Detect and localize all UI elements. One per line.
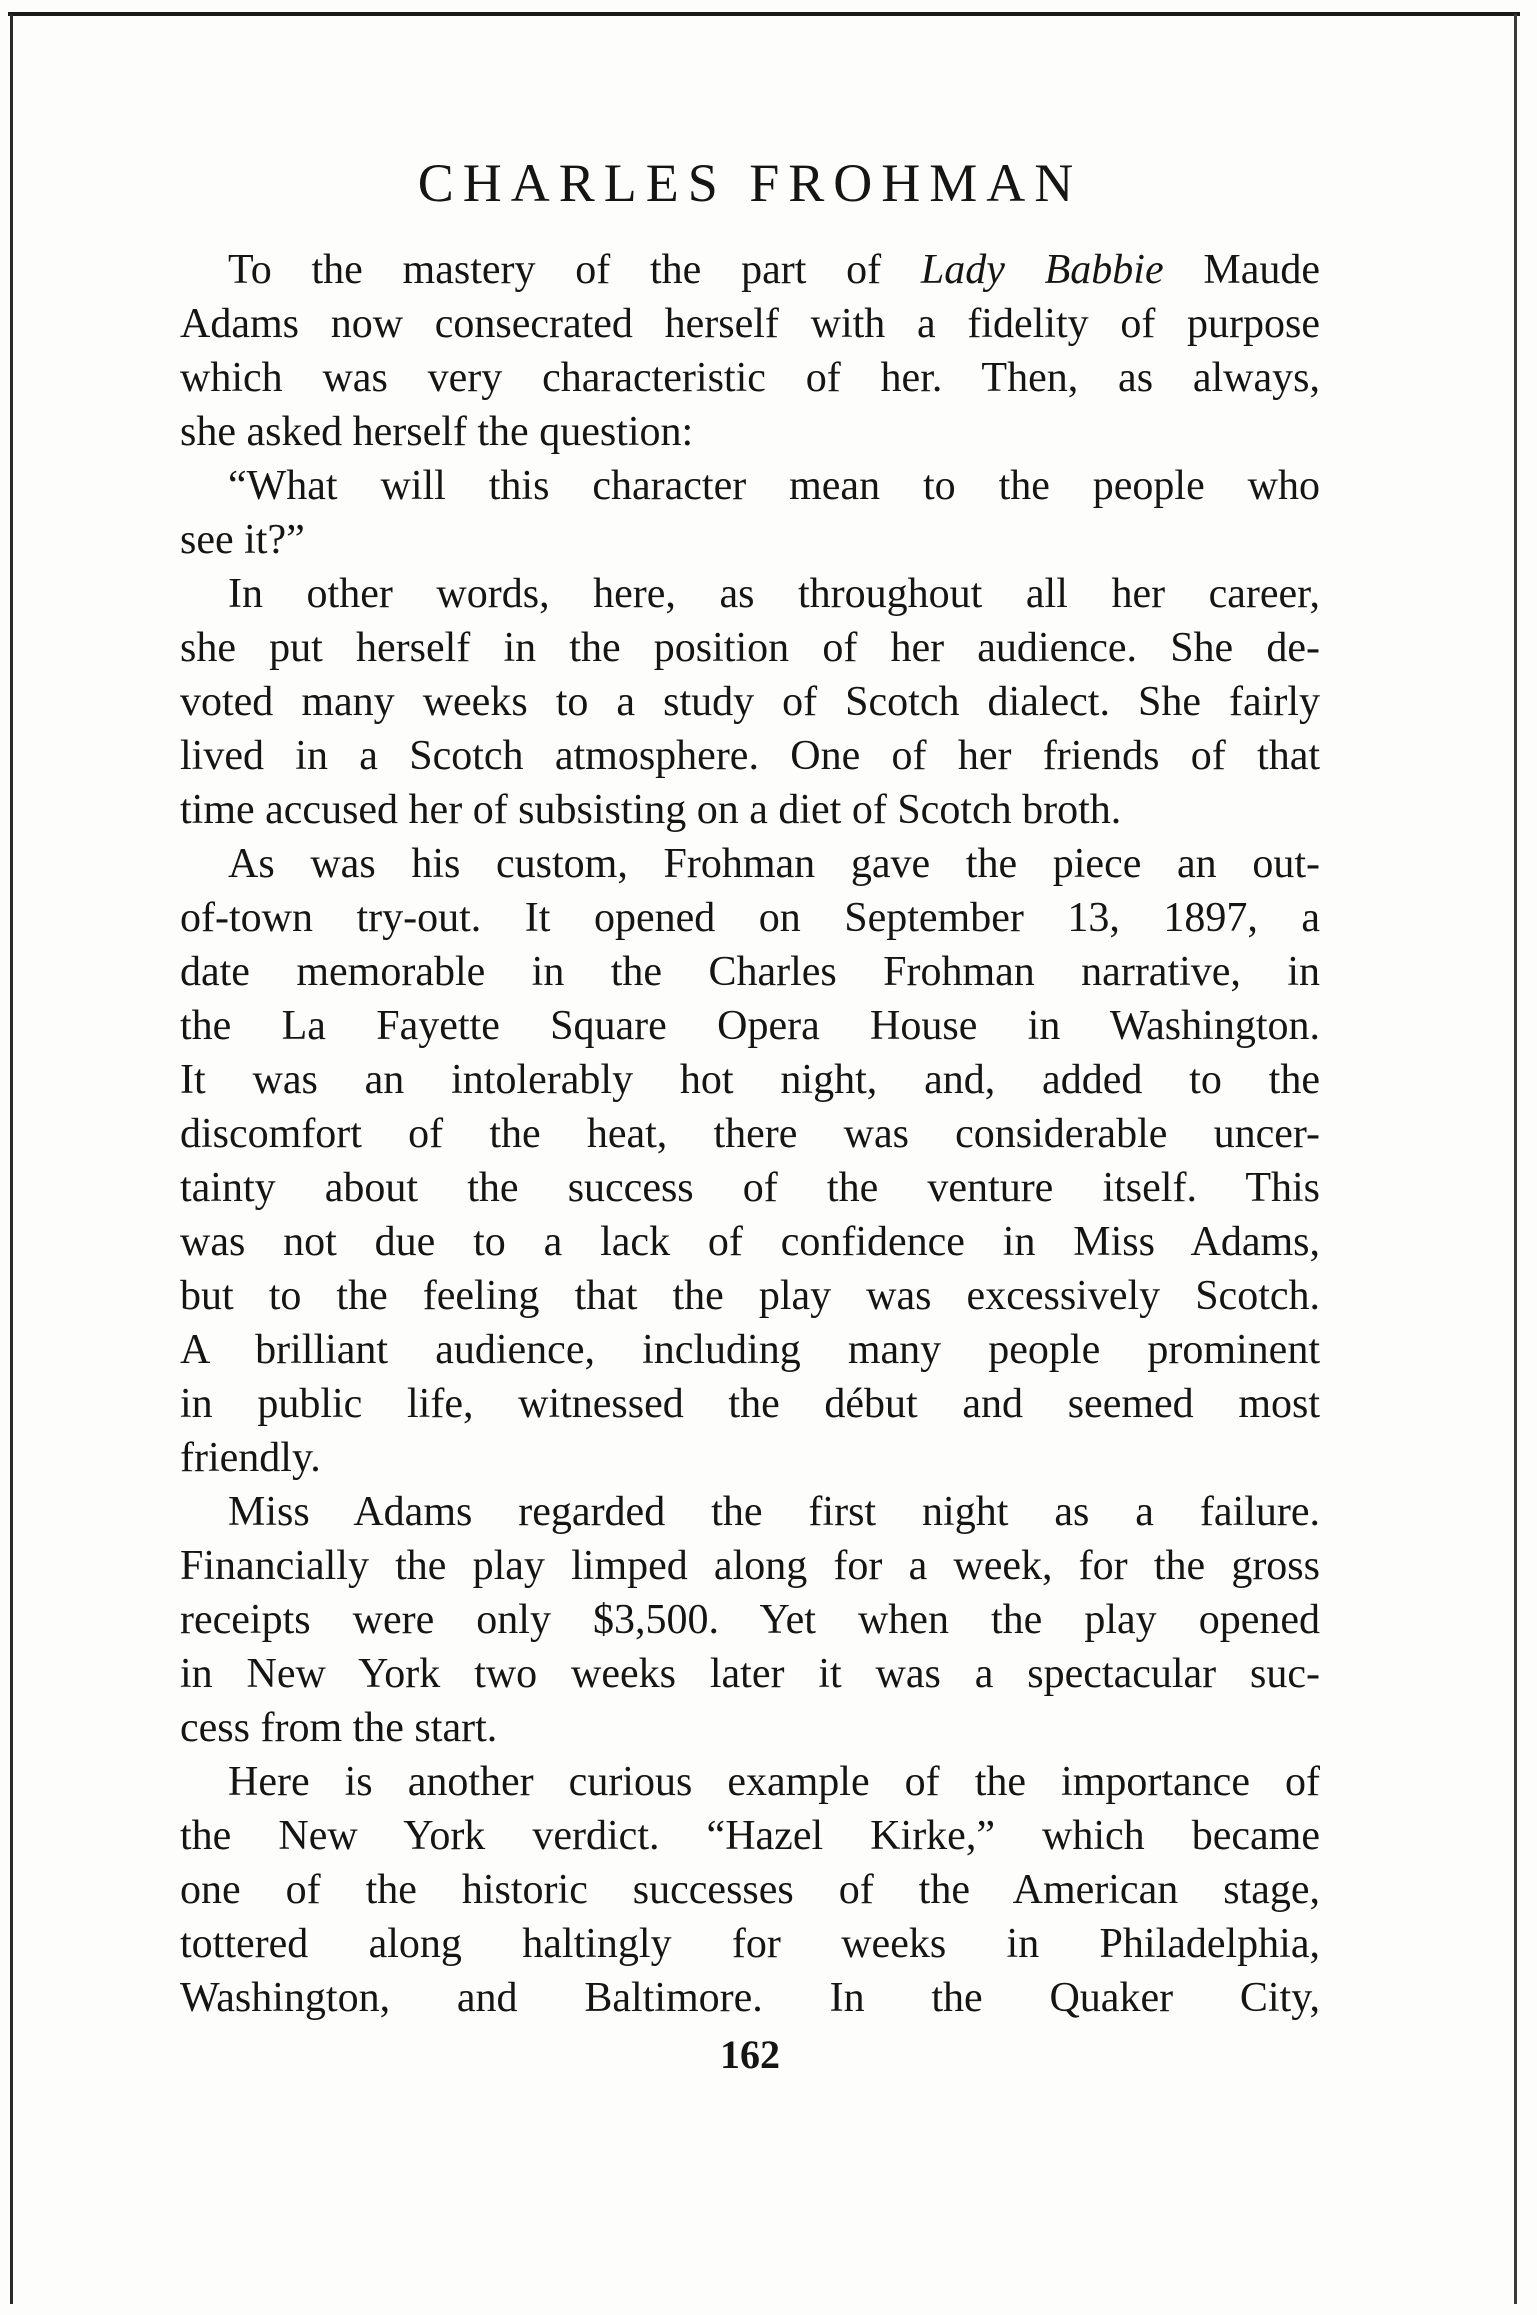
- text-line: one of the historic successes of the American stage,: [180, 1867, 1320, 1913]
- text-line: in public life, witnessed the début and seemed most: [180, 1381, 1320, 1427]
- text-line: time accused her of subsisting on a diet of Scotch broth.: [180, 787, 1122, 833]
- text-line: “What will this character mean to the people who: [228, 463, 1320, 509]
- text-line: Adams now consecrated herself with a fidelity of purpose: [180, 301, 1320, 347]
- text-line: Here is another curious example of the importance of: [228, 1759, 1320, 1805]
- text-line: she put herself in the position of her audience. She de-: [180, 625, 1320, 671]
- text-line: lived in a Scotch atmosphere. One of her friends of that: [180, 733, 1320, 779]
- text-line: of-town try-out. It opened on September 13, 1897, a: [180, 895, 1320, 941]
- page-border-top: [8, 12, 1520, 16]
- running-head: CHARLES FROHMAN: [417, 153, 1083, 213]
- text-line: To the mastery of the part of Lady Babbie Maude: [228, 247, 1320, 293]
- text-line: see it?”: [180, 517, 305, 563]
- text-line: It was an intolerably hot night, and, added to the: [180, 1057, 1320, 1103]
- text-line: Washington, and Baltimore. In the Quaker City,: [180, 1975, 1320, 2021]
- text-line: Miss Adams regarded the first night as a failure.: [228, 1489, 1320, 1535]
- text-line: tottered along haltingly for weeks in Philadelphia,: [180, 1921, 1320, 1967]
- text-line: In other words, here, as throughout all her career,: [228, 571, 1320, 617]
- text-line: A brilliant audience, including many people prominent: [180, 1327, 1320, 1373]
- text-line: was not due to a lack of confidence in Miss Adams,: [180, 1219, 1320, 1265]
- italic-title: Lady Babbie: [920, 247, 1164, 293]
- text-line: which was very characteristic of her. Then, as always,: [180, 355, 1320, 401]
- text-line: cess from the start.: [180, 1705, 498, 1751]
- text-line: discomfort of the heat, there was considerable uncer-: [180, 1111, 1320, 1157]
- text-line: receipts were only $3,500. Yet when the play opened: [180, 1597, 1320, 1643]
- page-number: 162: [720, 2032, 780, 2077]
- text-line: but to the feeling that the play was excessively Scotch.: [180, 1273, 1320, 1319]
- page-border-right: [1514, 14, 1517, 2304]
- text-line: in New York two weeks later it was a spectacular suc-: [180, 1651, 1320, 1697]
- text-line: tainty about the success of the venture itself. This: [180, 1165, 1320, 1211]
- text-line: date memorable in the Charles Frohman narrative, in: [180, 949, 1320, 995]
- text-line: the New York verdict. “Hazel Kirke,” which became: [180, 1813, 1320, 1859]
- page-border-left: [10, 14, 13, 2304]
- text-line: voted many weeks to a study of Scotch dialect. She fairly: [180, 679, 1320, 725]
- text-line: Financially the play limped along for a week, for the gross: [180, 1543, 1320, 1589]
- text-line: she asked herself the question:: [180, 409, 694, 455]
- text-line: friendly.: [180, 1435, 321, 1481]
- text-line: As was his custom, Frohman gave the piece an out-: [228, 841, 1320, 887]
- text-line: the La Fayette Square Opera House in Washington.: [180, 1003, 1320, 1049]
